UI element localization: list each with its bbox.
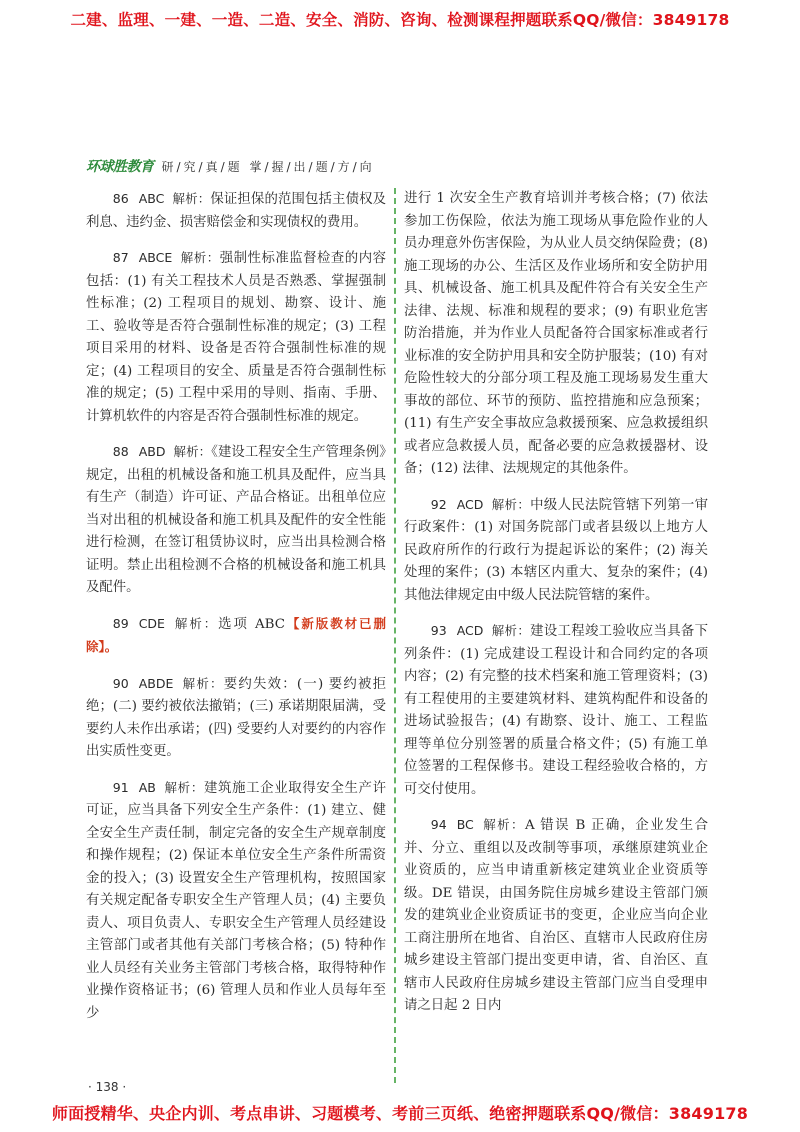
answer-94: 94 BC 解析：A 错误 B 正确，企业发生合并、分立、重组以及改制等事项，承继原建筑业企业资质的，应当申请重新核定建筑业企业资质等级。DE 错误，由国务院住房城乡建设主管部门颁发的建筑业企业资质证书的变更，企业应当向企业工商注册所在地省、自治区、直辖市人民政府住房城乡建设主管部门提出变更申请，省、自治区、直辖市人民政府住房城乡建设主管部门应当自受理申请之日起 2 日内 (404, 817, 708, 1013)
column-divider (394, 188, 396, 1083)
left-column (86, 188, 386, 1038)
page-header (86, 154, 375, 178)
answer-91: 91 AB 解析：建筑施工企业取得安全生产许可证，应当具备下列安全生产条件：(1) 建立、健全安全生产责任制，制定完备的安全生产规章制度和操作规程；(2) 保证本单位安全生产条件所需资金的投入；(3) 设置安全生产管理机构，按照国家有关规定配备专职安全生产管理人员；(4) 主要负责人、项目负责人、专职安全生产管理人员经建设主管部门或者其他有关部门考核合格；(5) 特种作业人员经有关业务主管部门考核合格，取得特种作业操作资格证书；(6) 管理人员和作业人员每年至少 (86, 779, 386, 1021)
promo-banner-bottom: 师面授精华、央企内训、考点串讲、习题模考、考前三页纸、绝密押题联系QQ/微信：3849178 (51, 1104, 749, 1123)
header-tagline: 研/究/真/题 掌/握/出/题/方/向 (161, 159, 375, 174)
page-number: · 138 · (88, 1080, 127, 1094)
answer-91-continuation: 进行 1 次安全生产教育培训并考核合格；(7) 依法参加工伤保险，依法为施工现场从事危险作业的人员办理意外伤害保险，为从业人员交纳保险费；(8) 施工现场的办公、生活区及作业场所和安全防护用具、机械设备、施工机具及配件符合有关安全生产法律、法规、标准和规程的要求；(9) 有职业危害防治措施，并为作业人员配备符合国家标准或者行业标准的安全防护用具和安全防护服装；(10) 有对危险性较大的分部分项工程及施工现场易发生重大事故的部位、环节的预防、监控措施和应急预案；(11) 有生产安全事故应急救援预案、应急救援组织或者应急救援人员，配备必要的应急救援器材、设备；(12) 法律、法规规定的其他条件。 (404, 191, 708, 476)
answer-92: 92 ACD 解析：中级人民法院管辖下列第一审行政案件：(1) 对国务院部门或者县级以上地方人民政府所作的行政行为提起诉讼的案件；(2) 海关处理的案件；(3) 本辖区内重大、复杂的案件；(4) 其他法律规定由中级人民法院管辖的案件。 (404, 496, 708, 603)
answer-89: 89 CDE 解析：选项 ABC【新版教材已删除】。 (86, 615, 386, 654)
answer-87: 87 ABCE 解析：强制性标准监督检查的内容包括：(1) 有关工程技术人员是否熟悉、掌握强制性标准；(2) 工程项目的规划、勘察、设计、施工、验收等是否符合强制性标准的规定；(3) 工程项目采用的材料、设备是否符合强制性标准的规定；(4) 工程项目的安全、质量是否符合强制性标准的规定；(5) 工程中采用的导则、指南、手册、计算机软件的内容是否符合强制性标准的规定。 (86, 250, 386, 424)
answer-93: 93 ACD 解析：建设工程竣工验收应当具备下列条件：(1) 完成建设工程设计和合同约定的各项内容；(2) 有完整的技术档案和施工管理资料；(3) 有工程使用的主要建筑材料、建筑构配件和设备的进场试验报告；(4) 有勘察、设计、施工、工程监理等单位分别签署的质量合格文件；(5) 有施工单位签署的工程保修书。建设工程经验收合格的，方可交付使用。 (404, 623, 708, 797)
right-column (404, 188, 708, 1031)
answer-86: 86 ABC 解析：保证担保的范围包括主债权及利息、违约金、损害赔偿金和实现债权的费用。 (86, 191, 386, 230)
edition-note: 【新版教材已删除】。 (86, 615, 386, 654)
answer-90: 90 ABDE 解析：要约失效：(一) 要约被拒绝；(二) 要约被依法撤销；(三) 承诺期限届满，受要约人未作出承诺；(四) 受要约人对要约的内容作出实质性变更。 (86, 675, 386, 759)
brand-logo: 环球胜教育 (86, 159, 154, 175)
promo-banner-top: 二建、监理、一建、一造、二造、安全、消防、咨询、检测课程押题联系QQ/微信：3849178 (70, 11, 730, 29)
answer-88: 88 ABD 解析：《建设工程安全生产管理条例》规定，出租的机械设备和施工机具及配件，应当具有生产（制造）许可证、产品合格证。出租单位应当对出租的机械设备和施工机具及配件的安全性能进行检测，在签订租赁协议时，应当出具检测合格证明。禁止出租检测不合格的机械设备和施工机具及配件。 (86, 444, 386, 595)
